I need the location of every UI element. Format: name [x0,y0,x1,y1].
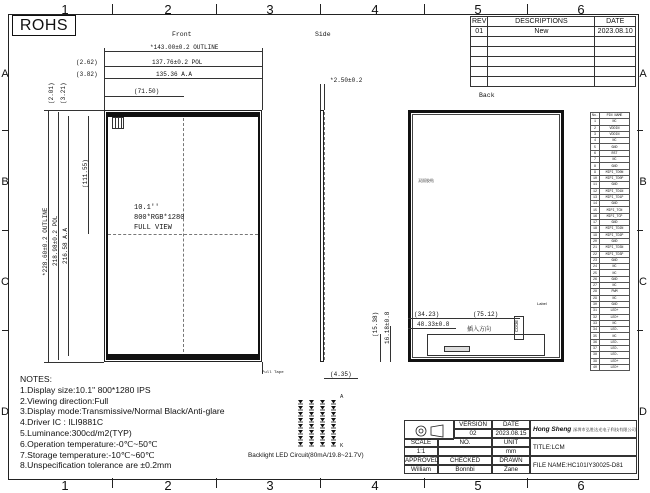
pin-name: LED+ [600,314,630,320]
company-logo: Hong Sheng [533,426,572,433]
pin-name: VDDIN [600,125,630,131]
led-icon [320,424,325,428]
pin-number: 20 [591,238,600,244]
pin-number: 34 [591,327,600,333]
no-header: NO. [438,438,492,447]
pin-name: RST [600,150,630,156]
pin-number: 30 [591,301,600,307]
revision-desc [488,67,595,77]
dim-3-82: (3.82) [76,71,98,78]
pin-name: LED- [600,327,630,333]
revision-row [471,67,636,77]
drawn-header: DRAWN [492,456,530,465]
grid-row-d: D [1,406,9,418]
pull-tape-label: Pull Tape [262,371,284,375]
revision-row [471,27,636,37]
checked-value: Bonnbi [438,465,492,474]
grid-row-a-right: A [639,68,647,80]
revision-desc: New [488,27,595,37]
grid-row-b: B [1,176,9,188]
revision-row [471,37,636,47]
pin-name: MIPI_TD1N [600,188,630,194]
pin-name: GND [600,276,630,282]
revision-desc [488,47,595,57]
pin-name: MIPI_TCN [600,207,630,213]
grid-col-4-bottom: 4 [371,478,379,493]
pin-number: 23 [591,257,600,263]
pin-name: GND [600,257,630,263]
grid-row-d-right: D [639,406,647,418]
label-callout: Label [537,301,547,306]
dim-pol-height: 218.98±0.2 POL [52,215,59,266]
notes-title: NOTES: [20,374,52,384]
grid-col-2: 2 [164,2,172,17]
note-item: 3.Display mode:Transmissive/Normal Black/Anti-glare [20,406,225,417]
pin-number: 31 [591,308,600,314]
pin-name: GND [600,163,630,169]
pin-number: 40 [591,364,600,370]
pin-name: NC [600,320,630,326]
fpc-area [427,334,545,356]
pin-name: NC [600,119,630,125]
pin-name: NC [600,295,630,301]
pin-number: 37 [591,345,600,351]
revision-date [595,57,636,67]
led-icon [298,430,303,434]
led-icon [331,430,336,434]
title-block [404,420,637,476]
company-block [530,420,637,438]
dim-aa-width: 135.36 A.A [156,71,193,78]
grid-col-3-bottom: 3 [266,478,274,493]
approved-value: William [404,465,438,474]
revision-row [471,57,636,67]
led-matrix [294,397,344,449]
pin-number: 25 [591,270,600,276]
grid-row-c: C [1,276,9,288]
pin-name: GND [600,220,630,226]
unit-value: mm [492,447,530,456]
pin-name: MIPI_TD0N [600,169,630,175]
led-icon [298,400,303,404]
pin-name: LED+ [600,358,630,364]
grid-col-5-bottom: 5 [474,478,482,493]
dim-75-12: (75.12) [473,311,499,318]
grid-col-6: 6 [577,2,585,17]
led-icon [298,412,303,416]
led-icon [298,418,303,422]
pin-number: 21 [591,245,600,251]
fpc-marker [112,117,124,129]
note-item: 6.Operation temperature:-0℃~50℃ [20,438,158,449]
pin-name: NC [600,283,630,289]
scale-header: SCALE [404,438,438,447]
led-icon [320,418,325,422]
grid-col-6-bottom: 6 [577,478,585,493]
grid-col-3: 3 [266,2,274,17]
pin-number: 2 [591,125,600,131]
insert-direction-label: 插入方向 [467,327,492,333]
led-icon [309,412,314,416]
version-header: VERSION [454,420,492,429]
pin-name: MIPI_TD2P [600,232,630,238]
pin-number: 8 [591,163,600,169]
led-icon [309,436,314,440]
pin-header-no: No. [592,113,598,118]
pin-name: LED- [600,352,630,358]
pin-name: LED- [600,345,630,351]
note-item: 4.Driver IC : ILI9881C [20,417,104,428]
panel-size-text: 10.1'' [134,204,160,212]
dim-2-62: (2.62) [76,59,98,66]
pin-number: 39 [591,358,600,364]
pin-number: 19 [591,232,600,238]
notes-block [20,374,225,471]
led-icon [331,436,336,440]
pin-name: LED+ [600,308,630,314]
grid-col-1: 1 [61,2,69,17]
revision-rev: 01 [471,27,488,37]
side-view-label: Side [315,31,331,38]
led-cathode-label: K [340,443,344,449]
grid-row-b-right: B [639,176,647,188]
date-header: DATE [492,420,530,429]
grid-col-4: 4 [371,2,379,17]
dim-16-18: 16.18±0.8 [384,311,391,344]
pin-number: 11 [591,182,600,188]
projection-symbol [404,420,454,440]
pin-number: 27 [591,283,600,289]
note-item: 1.Display size:10.1" 800*1280 IPS [20,384,151,395]
front-view-label: Front [172,31,192,38]
led-icon [331,406,336,410]
pin-name: PWM [600,289,630,295]
dim-71-50: (71.50) [134,88,160,95]
date-value: 2023.08.15 [492,429,530,438]
led-icon [320,430,325,434]
dim-2-01: (2.01) [48,82,55,104]
pin-number: 1 [591,119,600,125]
pin-name: MIPI_TD0P [600,175,630,181]
revision-date [595,77,636,87]
pin-name: NC [600,157,630,163]
rev-header-rev: REV [472,18,487,25]
revision-row [471,77,636,87]
pin-number: 26 [591,276,600,282]
drawing-title: TITLE:LCM [530,438,637,456]
pin-name: GND [600,201,630,207]
led-icon [309,400,314,404]
led-icon [331,412,336,416]
pin-number: 16 [591,213,600,219]
note-item: 2.Viewing direction:Full [20,395,109,406]
led-icon [309,430,314,434]
pin-name: GND [600,238,630,244]
dim-111-55: (111.55) [82,159,89,188]
pin-number: 14 [591,201,600,207]
led-icon [320,436,325,440]
pin-number: 38 [591,352,600,358]
pin-number: 15 [591,207,600,213]
dim-outline-width: *143.00±0.2 OUTLINE [150,44,219,51]
revision-date [595,47,636,57]
dim-outline-height: *228.60±0.2 OUTLINE [42,207,49,276]
pin-row [591,364,630,370]
pin-number: 29 [591,295,600,301]
revision-desc [488,57,595,67]
revision-desc [488,77,595,87]
revision-rev [471,57,488,67]
led-icon [331,400,336,404]
pin-name: MIPI_TD2N [600,226,630,232]
rev-header-desc: DESCRIPTIONS [488,17,595,27]
led-icon [320,400,325,404]
pin-number: 5 [591,144,600,150]
dim-3-21: (3.21) [60,82,67,104]
pin-number: 18 [591,226,600,232]
pin-number: 12 [591,188,600,194]
panel-resolution-text: 800*RGB*1280 [134,214,185,222]
scale-value: 1:1 [404,447,438,456]
led-icon [309,442,314,446]
grid-col-1-bottom: 1 [61,478,69,493]
pin-number: 17 [591,220,600,226]
pin-table [590,112,630,371]
pin-number: 13 [591,194,600,200]
checked-header: CHECKED [438,456,492,465]
led-icon [309,418,314,422]
pin-name: NC [600,333,630,339]
dim-aa-height: 216.58 A.A [62,227,69,264]
pin-number: 6 [591,150,600,156]
grid-row-a: A [1,68,9,80]
approved-header: APPROVED [405,457,440,464]
pin-number: 35 [591,333,600,339]
pin-name: GND [600,144,630,150]
rev-header-date: DATE [595,17,636,27]
drawn-value: Zane [492,465,530,474]
rohs-badge: ROHS [12,15,76,36]
dim-4-35: (4.35) [330,371,352,378]
unit-header: UNIT [492,438,530,447]
led-icon [320,406,325,410]
pin-name: MIPI_TD3P [600,251,630,257]
pin-name: NC [600,264,630,270]
pin-number: 7 [591,157,600,163]
backlight-caption: Backlight LED Circuit(80mA/19.8~21.7V) [248,452,364,459]
pin-name: LED- [600,339,630,345]
note-item: 8.Unspecification tolerance are ±0.2mm [20,460,172,471]
led-icon [298,436,303,440]
pin-name: VDDIN [600,131,630,137]
back-part-label: 双面胶贴 [418,178,434,183]
revision-date: 2023.08.10 [595,27,636,37]
panel-fullview-text: FULL VIEW [134,224,172,232]
connector [444,346,470,352]
pin-name: NC [600,270,630,276]
pin-name: MIPI_TD1P [600,194,630,200]
pin-name: GND [600,301,630,307]
pin-number: 33 [591,320,600,326]
company-name: 深圳市弘胜达光电子科技有限公司 [573,427,636,432]
revision-rev [471,37,488,47]
led-icon [309,406,314,410]
dim-15-38: (15.38) [372,311,379,337]
grid-col-5: 5 [474,2,482,17]
led-icon [331,418,336,422]
pin-number: 9 [591,169,600,175]
pin-name: GND [600,182,630,188]
note-item: 7.Storage temperature:-10℃~60℃ [20,449,155,460]
revision-date [595,37,636,47]
file-name: FILE NAME:HC101IY30025-D81 [530,456,637,474]
pin-name: MIPI_TD3N [600,245,630,251]
revision-row [471,47,636,57]
led-icon [298,424,303,428]
led-icon [298,442,303,446]
back-view-label: Back [479,92,495,99]
dim-34-23: (34.23) [414,311,440,318]
revision-date [595,67,636,77]
led-icon [309,424,314,428]
note-item: 5.Luminance:300cd/m2(TYP) [20,427,132,438]
pin-name: NC [600,138,630,144]
pin-number: 10 [591,175,600,181]
revision-table [470,16,636,78]
revision-rev [471,47,488,57]
revision-desc [488,37,595,47]
pin-number: 32 [591,314,600,320]
pin-number: 36 [591,339,600,345]
pin-number: 3 [591,131,600,137]
pin-name: MIPI_TCP [600,213,630,219]
pin-number: 24 [591,264,600,270]
grid-row-c-right: C [639,276,647,288]
revision-rev [471,77,488,87]
pin-number: 4 [591,138,600,144]
revision-rev [471,67,488,77]
dim-48-33: 48.33±0.8 [417,321,450,328]
dim-pol-width: 137.76±0.2 POL [152,59,203,66]
version-value: 02 [454,429,492,438]
code-label: code [514,319,520,332]
led-icon [331,442,336,446]
pin-number: 28 [591,289,600,295]
led-icon [320,412,325,416]
led-anode-label: A [340,394,344,400]
led-icon [320,442,325,446]
dim-side-thickness: *2.50±0.2 [330,77,363,84]
led-icon [331,424,336,428]
no-value [438,447,492,456]
pin-header-name: PIN NAME [600,113,630,119]
led-icon [298,406,303,410]
pin-number: 22 [591,251,600,257]
grid-col-2-bottom: 2 [164,478,172,493]
pin-name: LED+ [600,364,630,370]
